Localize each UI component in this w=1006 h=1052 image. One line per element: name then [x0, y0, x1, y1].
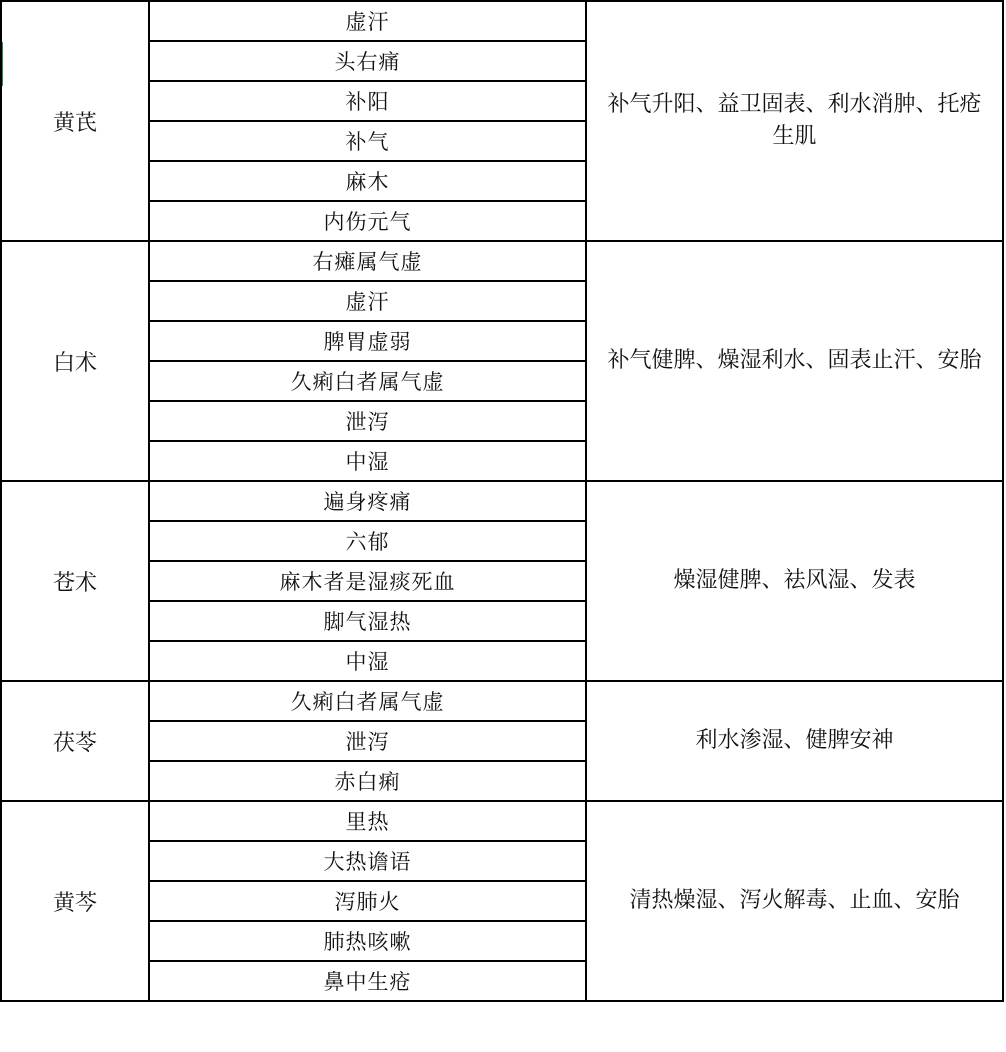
symptom-cell[interactable]: 赤白痢: [149, 761, 586, 801]
herb-name-cell[interactable]: 黄芩: [1, 801, 149, 1001]
symptom-cell[interactable]: 头右痛: [149, 41, 586, 81]
symptom-cell[interactable]: 大热谵语: [149, 841, 586, 881]
symptom-cell[interactable]: 脚气湿热: [149, 601, 586, 641]
herb-name-cell[interactable]: 黄芪: [1, 1, 149, 241]
symptom-cell[interactable]: 右瘫属气虚: [149, 241, 586, 281]
symptom-cell[interactable]: 鼻中生疮: [149, 961, 586, 1001]
herb-name-cell[interactable]: 白术: [1, 241, 149, 481]
symptom-cell[interactable]: 久痢白者属气虚: [149, 361, 586, 401]
symptom-cell[interactable]: 泄泻: [149, 401, 586, 441]
effect-cell[interactable]: 补气健脾、燥湿利水、固表止汗、安胎: [586, 241, 1003, 481]
symptom-cell[interactable]: 麻木: [149, 161, 586, 201]
symptom-cell[interactable]: 补阳: [149, 81, 586, 121]
symptom-cell[interactable]: 补气: [149, 121, 586, 161]
table-row: [1, 241, 1003, 281]
symptom-cell[interactable]: 中湿: [149, 641, 586, 681]
symptom-cell[interactable]: 六郁: [149, 521, 586, 561]
effect-cell[interactable]: 清热燥湿、泻火解毒、止血、安胎: [586, 801, 1003, 1001]
symptom-cell[interactable]: 脾胃虚弱: [149, 321, 586, 361]
herb-name-cell[interactable]: 茯苓: [1, 681, 149, 801]
table-row: [1, 481, 1003, 521]
table-row: [1, 801, 1003, 841]
table-row: [1, 681, 1003, 721]
effect-cell[interactable]: 利水渗湿、健脾安神: [586, 681, 1003, 801]
effect-cell[interactable]: 补气升阳、益卫固表、利水消肿、托疮生肌: [586, 1, 1003, 241]
symptom-cell[interactable]: 遍身疼痛: [149, 481, 586, 521]
symptom-cell[interactable]: 内伤元气: [149, 201, 586, 241]
symptom-cell[interactable]: 泻肺火: [149, 881, 586, 921]
symptom-cell[interactable]: 虚汗: [149, 281, 586, 321]
symptom-cell[interactable]: 泄泻: [149, 721, 586, 761]
symptom-cell[interactable]: 虚汗: [149, 1, 586, 41]
table-row: [1, 1, 1003, 41]
symptom-cell[interactable]: 中湿: [149, 441, 586, 481]
herb-name-cell[interactable]: 苍术: [1, 481, 149, 681]
symptom-cell[interactable]: 里热: [149, 801, 586, 841]
effect-cell[interactable]: 燥湿健脾、祛风湿、发表: [586, 481, 1003, 681]
symptom-cell[interactable]: 久痢白者属气虚: [149, 681, 586, 721]
symptom-cell[interactable]: 肺热咳嗽: [149, 921, 586, 961]
symptom-cell[interactable]: 麻木者是湿痰死血: [149, 561, 586, 601]
